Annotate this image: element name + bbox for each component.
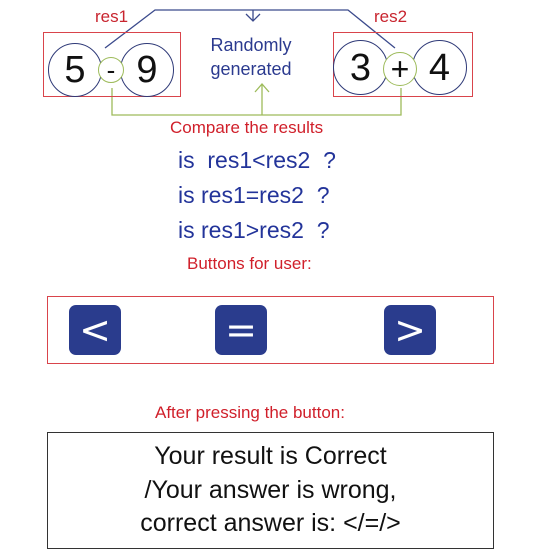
left-operator: - — [98, 57, 124, 83]
right-second-number: 4 — [412, 40, 467, 95]
result-line1: Your result is Correct — [154, 441, 387, 470]
left-second-number: 9 — [120, 43, 174, 97]
res2-label: res2 — [374, 7, 408, 26]
center-note-line1: Randomly — [210, 35, 292, 55]
right-operator: + — [383, 52, 417, 86]
question-less: is res1<res2 ? — [178, 147, 336, 173]
buttons-heading: Buttons for user: — [187, 254, 312, 273]
question-equal: is res1=res2 ? — [178, 182, 330, 208]
question-greater: is res1>res2 ? — [178, 217, 330, 243]
randomly-generated-note — [195, 33, 307, 82]
less-than-button[interactable]: < — [69, 305, 121, 355]
result-line2: /Your answer is wrong, — [144, 475, 397, 504]
compare-heading: Compare the results — [170, 118, 324, 137]
result-message-box — [47, 432, 494, 549]
greater-than-button[interactable]: > — [384, 305, 436, 355]
right-first-number: 3 — [333, 40, 388, 95]
res1-label: res1 — [95, 7, 129, 26]
equal-button[interactable]: = — [215, 305, 267, 355]
result-line3: correct answer is: </=/> — [140, 509, 401, 538]
left-first-number: 5 — [48, 43, 102, 97]
result-heading: After pressing the button: — [155, 403, 345, 422]
center-note-line2: generated — [210, 59, 292, 80]
